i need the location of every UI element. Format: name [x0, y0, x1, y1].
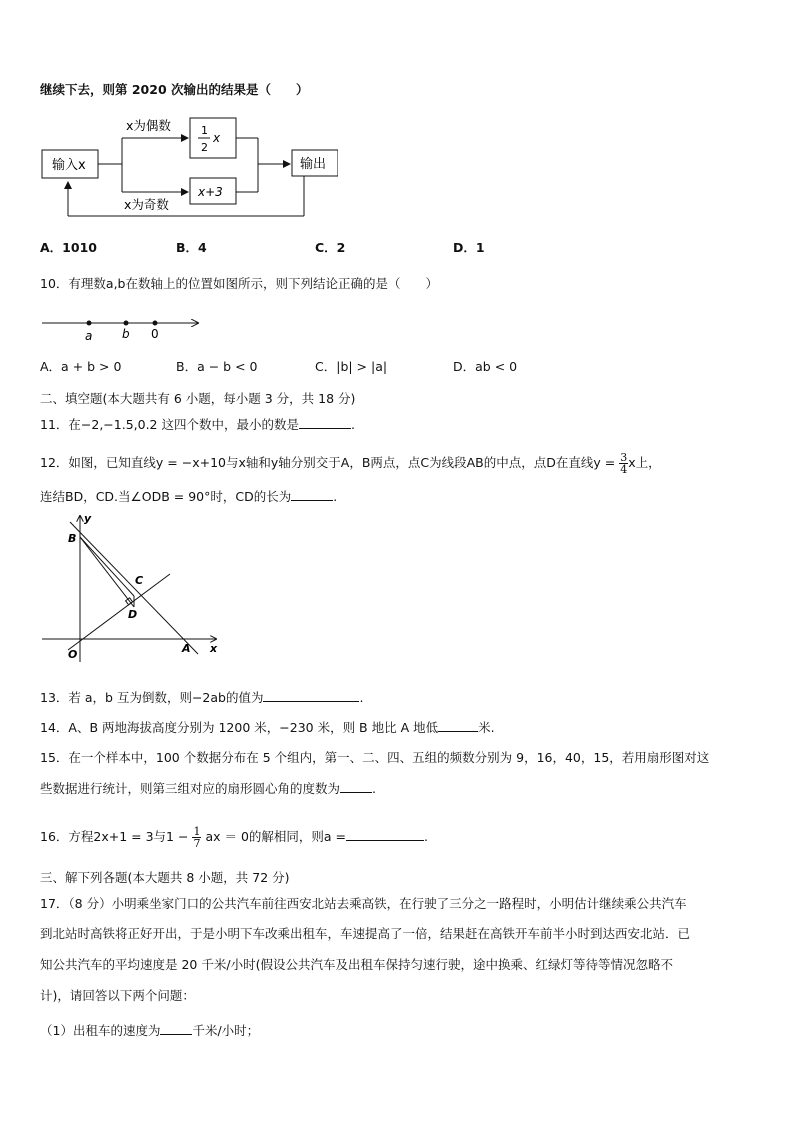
fig-label-x: x [210, 642, 218, 655]
q16-frac-den: 7 [193, 837, 201, 850]
q12-line2-text: 连结BD，CD.当∠ODB = 90°时，CD的长为 [40, 489, 292, 504]
q12-figure [38, 512, 228, 664]
axis-label-a: a [85, 329, 93, 343]
q14 [40, 719, 495, 736]
fig-label-c: C [135, 574, 144, 587]
q16-text-b: ax ＝ 0的解相同，则a = [205, 829, 347, 844]
q17-sub1-text: （1）出租车的速度为 [40, 1023, 161, 1038]
q11-text: 11．在−2,−1.5,0.2 这四个数中，最小的数是 [40, 417, 299, 432]
q10-option-b: B．a − b < 0 [176, 359, 258, 374]
odd-label: x为奇数 [124, 197, 169, 212]
q15-line2-text: 些数据进行统计，则第三组对应的扇形圆心角的度数为 [40, 781, 341, 796]
q11 [40, 416, 355, 433]
q12-fraction [619, 452, 628, 475]
fig-label-a: A [182, 642, 191, 655]
half-den: 2 [201, 141, 208, 154]
q10-stem: 10．有理数a,b在数轴上的位置如图所示，则下列结论正确的是（ ） [40, 276, 438, 291]
q10-option-d: D．ab < 0 [453, 359, 518, 374]
half-num: 1 [201, 124, 208, 137]
q13-period: . [359, 690, 364, 705]
axis-label-b: b [122, 327, 130, 341]
q15-blank[interactable] [340, 780, 372, 793]
section-3-heading: 三、解下列各题(本大题共 8 小题，共 72 分) [40, 870, 290, 885]
section-2-heading: 二、填空题(本大题共有 6 小题，每小题 3 分，共 18 分) [40, 391, 356, 406]
q14-tail: 米. [478, 720, 495, 735]
half-var: x [213, 131, 221, 145]
q17-line4: 计)，请回答以下两个问题： [40, 988, 195, 1003]
q9-option-d: D．1 [453, 240, 485, 255]
q15-line1: 15．在一个样本中，100 个数据分布在 5 个组内，第一、二、四、五组的频数分别为 9，16，40，15，若用扇形图对这 [40, 750, 710, 765]
q12-text-b: x上， [628, 455, 661, 470]
q16-fraction [192, 826, 201, 849]
q17-line3: 知公共汽车的平均速度是 20 千米/小时(假设公共汽车及出租车保持匀速行驶，途中换乘、红绿灯等待等情况忽略不 [40, 957, 673, 972]
q12-text-a: 12．如图，已知直线y = −x+10与x轴和y轴分别交于A，B两点，点C为线段AB的中点，点D在直线y = [40, 455, 616, 470]
fig-label-y: y [84, 512, 92, 525]
q16-blank[interactable] [346, 828, 424, 841]
q17-sub1-tail: 千米/小时； [192, 1023, 260, 1038]
fig-label-b: B [68, 532, 77, 545]
q11-period: . [351, 417, 355, 432]
q16-period: . [424, 829, 428, 844]
q16 [40, 826, 428, 849]
q12-frac-den: 4 [620, 463, 628, 476]
q9-intro: 继续下去，则第 2020 次输出的结果是（ ） [40, 82, 309, 97]
q13-text: 13．若 a，b 互为倒数，则−2ab的值为 [40, 690, 264, 705]
q11-blank[interactable] [299, 416, 351, 429]
q12-line2 [40, 488, 337, 505]
input-label: 输入x [52, 158, 86, 173]
q12-period: . [333, 489, 338, 504]
q10-option-a: A．a + b > 0 [40, 359, 122, 374]
q16-frac-num: 1 [193, 825, 201, 838]
q16-text-a: 16．方程2x+1 = 3与1 − [40, 829, 189, 844]
q10-number-line [40, 314, 210, 344]
fig-label-o: O [68, 648, 78, 661]
plus3-label: x+3 [198, 185, 223, 199]
output-label: 输出 [300, 157, 327, 172]
q9-option-c: C．2 [315, 240, 346, 255]
q9-option-a: A．1010 [40, 240, 97, 255]
q13 [40, 689, 363, 706]
q17-sub1 [40, 1022, 259, 1039]
q17-line2: 到北站时高铁将正好开出，于是小明下车改乘出租车，车速提高了一倍，结果赶在高铁开车前半小时到达西安北站．已 [40, 926, 691, 941]
q15-line2 [40, 780, 376, 797]
q9-option-b: B．4 [176, 240, 207, 255]
q13-blank[interactable] [263, 689, 359, 702]
fig-label-d: D [128, 608, 138, 621]
q12-frac-num: 3 [620, 451, 628, 464]
q14-blank[interactable] [438, 719, 478, 732]
q12-blank[interactable] [291, 488, 333, 501]
q17-sub1-blank[interactable] [160, 1022, 192, 1035]
axis-label-0: 0 [151, 327, 159, 341]
q17-line1: 17．（8 分）小明乘坐家门口的公共汽车前往西安北站去乘高铁，在行驶了三分之一路程时，小明估计继续乘公共汽车 [40, 896, 687, 911]
q12-line1 [40, 452, 661, 475]
q15-period: . [372, 781, 376, 796]
q14-text: 14．A、B 两地海拔高度分别为 1200 米，−230 米，则 B 地比 A 地低 [40, 720, 439, 735]
even-label: x为偶数 [126, 118, 171, 133]
q9-flowchart [38, 112, 338, 222]
q10-option-c: C．|b| > |a| [315, 359, 388, 374]
